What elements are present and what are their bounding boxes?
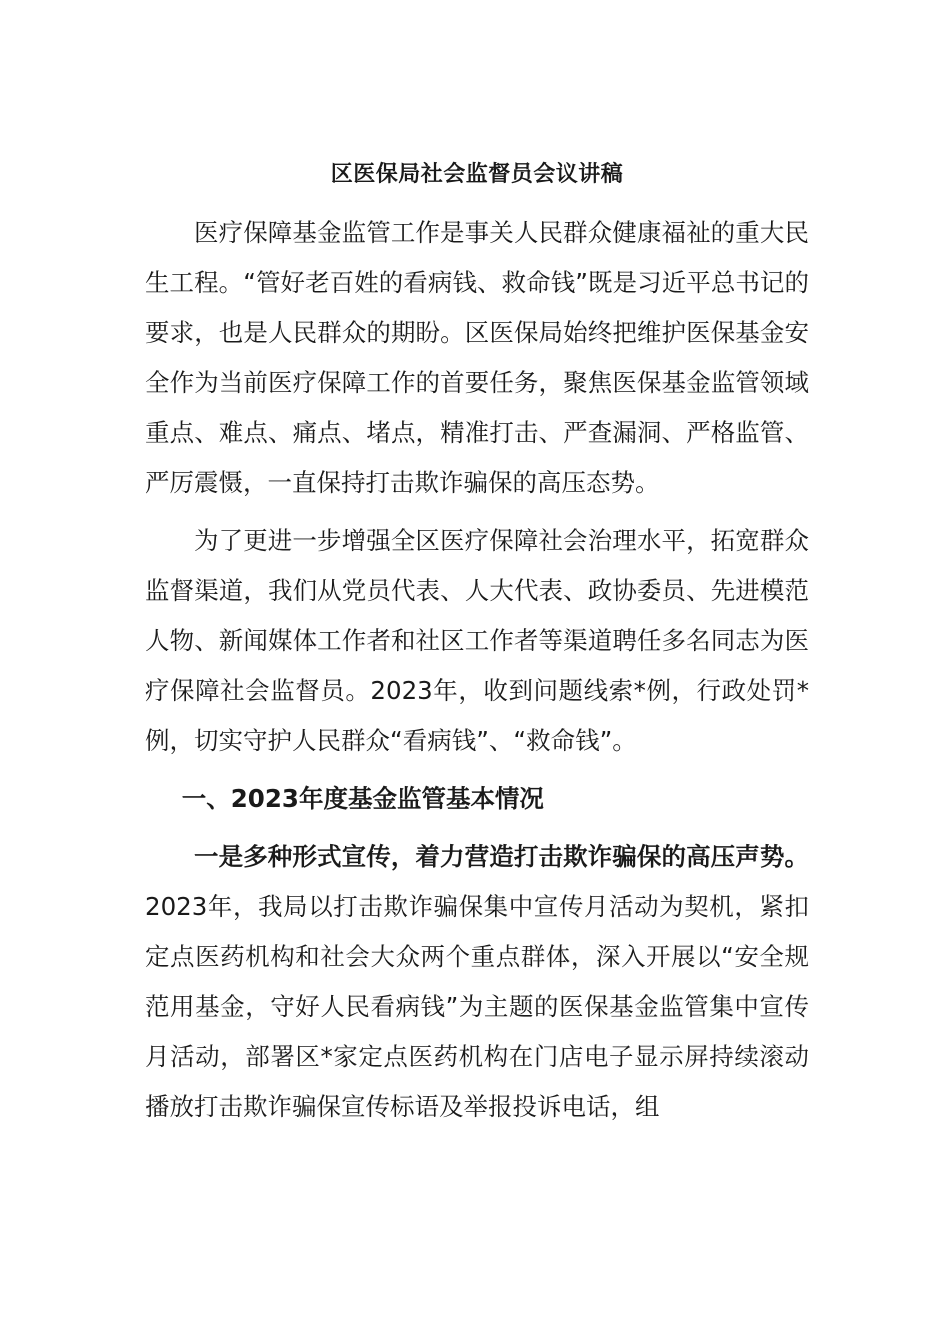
paragraph-publicity: [145, 832, 809, 1132]
document-title: 区医保局社会监督员会议讲稿: [330, 162, 624, 187]
paragraph-supervisors: 为了更进一步增强全区医疗保障社会治理水平，拓宽群众监督渠道，我们从党员代表、人大代表、政协委员、先进模范人物、新闻媒体工作者和社区工作者等渠道聘任多名同志为医疗保障社会监督员。2023年，收到问题线索*例，行政处罚*例，切实守护人民群众“看病钱”、“救命钱”。: [145, 526, 809, 755]
section-heading: 一、2023年度基金监管基本情况: [181, 784, 544, 813]
paragraph-lead: 一是多种形式宣传，着力营造打击欺诈骗保的高压声势。: [194, 842, 809, 871]
paragraph-body: 2023年，我局以打击欺诈骗保集中宣传月活动为契机，紧扣定点医药机构和社会大众两个重点群体，深入开展以“安全规范用基金，守好人民看病钱”为主题的医保基金监管集中宣传月活动，部署区*家定点医药机构在门店电子显示屏持续滚动播放打击欺诈骗保宣传标语及举报投诉电话，组: [145, 892, 809, 1121]
paragraph-intro: 医疗保障基金监管工作是事关人民群众健康福祉的重大民生工程。“管好老百姓的看病钱、救命钱”既是习近平总书记的要求，也是人民群众的期盼。区医保局始终把维护医保基金安全作为当前医疗保障工作的首要任务，聚焦医保基金监管领域重点、难点、痛点、堵点，精准打击、严查漏洞、严格监管、严厉震慑，一直保持打击欺诈骗保的高压态势。: [145, 218, 809, 497]
document-page: [145, 150, 809, 1132]
